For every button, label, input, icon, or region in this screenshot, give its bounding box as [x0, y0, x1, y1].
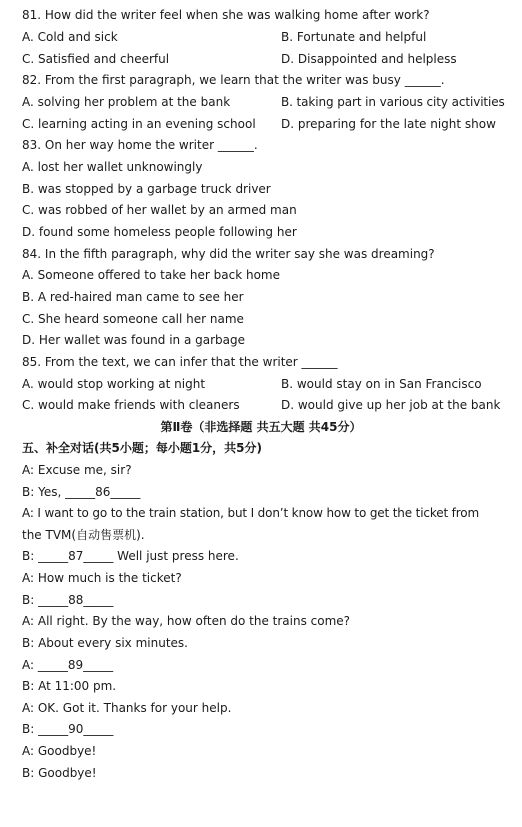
q81-option-a: A. Cold and sick: [22, 30, 118, 44]
dialogue-line: B: At 11:00 pm.: [22, 679, 117, 693]
q82-option-a: A. solving her problem at the bank: [22, 95, 231, 109]
q82-option-b: B. taking part in various city activities: [281, 95, 505, 109]
q82-option-c: C. learning acting in an evening school: [22, 117, 256, 131]
dialogue-line: B: Yes, _____86_____: [22, 485, 141, 499]
q81-option-c: C. Satisfied and cheerful: [22, 52, 170, 66]
q85-option-a: A. would stop working at night: [22, 377, 206, 391]
dialogue-line: A: Excuse me, sir?: [22, 463, 132, 477]
q85-option-b: B. would stay on in San Francisco: [281, 377, 482, 391]
q84-option-a: A. Someone offered to take her back home: [22, 268, 281, 282]
q83-option-d: D. found some homeless people following her: [22, 225, 297, 239]
q83-stem: 83. On her way home the writer ______.: [22, 138, 258, 152]
q85-option-c: C. would make friends with cleaners: [22, 398, 240, 412]
dialogue-line: A: OK. Got it. Thanks for your help.: [22, 701, 232, 715]
part2-heading: 第Ⅱ卷（非选择题 共五大题 共45分）: [160, 420, 362, 434]
q84-option-c: C. She heard someone call her name: [22, 312, 244, 326]
q84-option-d: D. Her wallet was found in a garbage: [22, 333, 246, 347]
dialogue-line: B: _____87_____ Well just press here.: [22, 549, 239, 563]
dialogue-line: B: About every six minutes.: [22, 636, 188, 650]
dialogue-line: A: I want to go to the train station, but I don’t know how to get the ticket from: [22, 506, 479, 520]
dialogue-line: B: _____88_____: [22, 593, 114, 607]
q84-option-b: B. A red-haired man came to see her: [22, 290, 244, 304]
q81-option-d: D. Disappointed and helpless: [281, 52, 457, 66]
q83-option-c: C. was robbed of her wallet by an armed man: [22, 203, 297, 217]
q85-option-d: D. would give up her job at the bank: [281, 398, 501, 412]
dialogue-line: B: Goodbye!: [22, 766, 97, 780]
dialogue-line: A: _____89_____: [22, 658, 114, 672]
q85-stem: 85. From the text, we can infer that the writer ______: [22, 355, 338, 369]
dialogue-line: B: _____90_____: [22, 722, 114, 736]
q83-option-a: A. lost her wallet unknowingly: [22, 160, 203, 174]
q83-option-b: B. was stopped by a garbage truck driver: [22, 182, 271, 196]
q84-stem: 84. In the fifth paragraph, why did the writer say she was dreaming?: [22, 247, 435, 261]
q82-stem: 82. From the first paragraph, we learn that the writer was busy ______.: [22, 73, 445, 87]
q81-option-b: B. Fortunate and helpful: [281, 30, 427, 44]
dialogue-line: A: How much is the ticket?: [22, 571, 182, 585]
dialogue-line: A: Goodbye!: [22, 744, 97, 758]
q81-stem: 81. How did the writer feel when she was walking home after work?: [22, 8, 430, 22]
q82-option-d: D. preparing for the late night show: [281, 117, 496, 131]
dialogue-line: A: All right. By the way, how often do the trains come?: [22, 614, 351, 628]
section5-heading: 五、补全对话(共5小题；每小题1分，共5分): [22, 441, 263, 455]
dialogue-line: the TVM(自动售票机).: [22, 528, 145, 542]
